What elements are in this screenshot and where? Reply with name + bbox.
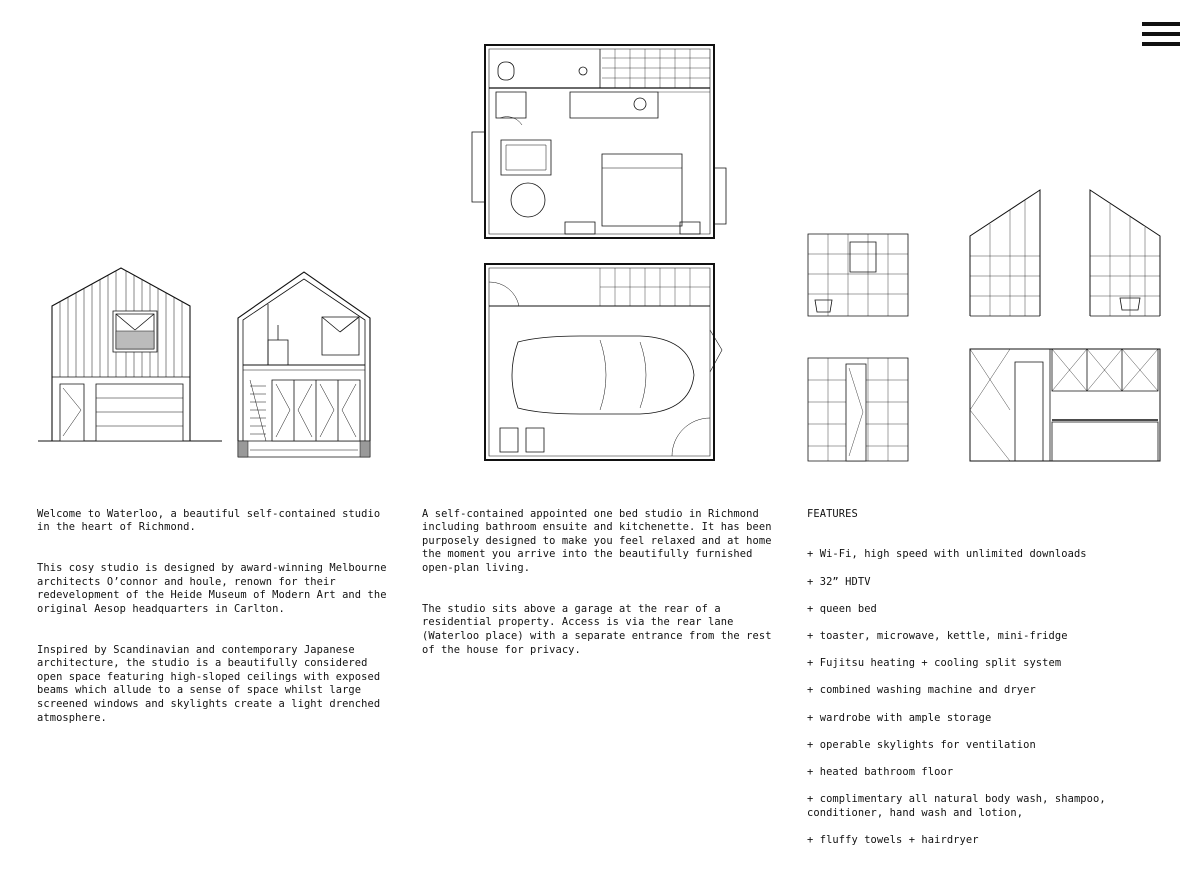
description-paragraph: The studio sits above a garage at the rear of a residential property. Access is via the rear lane (Waterloo place) with a separate entrance from the rest of the house for privacy.	[422, 602, 772, 656]
intro-paragraph: This cosy studio is designed by award-winning Melbourne architects O’connor and houle, renown for their redevelopment of the Heide Museum of Modern Art and the original Aesop headquarters in Carlton.	[37, 561, 387, 615]
feature-item: + operable skylights for ventilation	[807, 738, 1036, 751]
feature-item: + Fujitsu heating + cooling split system	[807, 657, 1062, 670]
section-drawing	[238, 272, 370, 457]
upper-floor-plan-drawing	[472, 45, 726, 238]
interior-elevations-drawing	[808, 190, 1160, 461]
intro-paragraph: Inspired by Scandinavian and contemporary Japanese architecture, the studio is a beautifully considered open space featuring high-sloped ceilings with exposed beams which allude to a sense of space whilst large screened windows and skylights create a light drenched atmosphere.	[37, 643, 381, 724]
features-column	[807, 494, 1159, 875]
intro-paragraph: Welcome to Waterloo, a beautiful self-contained studio in the heart of Richmond.	[37, 507, 381, 534]
front-elevation-drawing	[38, 268, 222, 441]
ground-floor-plan-drawing	[485, 264, 722, 460]
features-list	[807, 535, 1159, 861]
description-text-column	[422, 494, 774, 684]
feature-item: + Wi-Fi, high speed with unlimited downloads	[807, 548, 1087, 561]
feature-item: + fluffy towels + hairdryer	[807, 833, 979, 846]
feature-item: + complimentary all natural body wash, shampoo, conditioner, hand wash and lotion,	[807, 793, 1106, 819]
feature-item: + 32” HDTV	[807, 575, 871, 588]
feature-item: + combined washing machine and dryer	[807, 684, 1036, 697]
feature-item: + heated bathroom floor	[807, 765, 954, 778]
feature-item: + queen bed	[807, 602, 877, 615]
feature-item: + toaster, microwave, kettle, mini-fridge	[807, 629, 1068, 642]
feature-item: + wardrobe with ample storage	[807, 711, 992, 724]
features-heading: FEATURES	[807, 507, 858, 520]
intro-text-column	[37, 494, 389, 752]
description-paragraph: A self-contained appointed one bed studio in Richmond including bathroom ensuite and kitchenette. It has been purposely designed to make you feel relaxed and at home the moment you arrive into the beautifully furnished open-plan living.	[422, 507, 772, 574]
